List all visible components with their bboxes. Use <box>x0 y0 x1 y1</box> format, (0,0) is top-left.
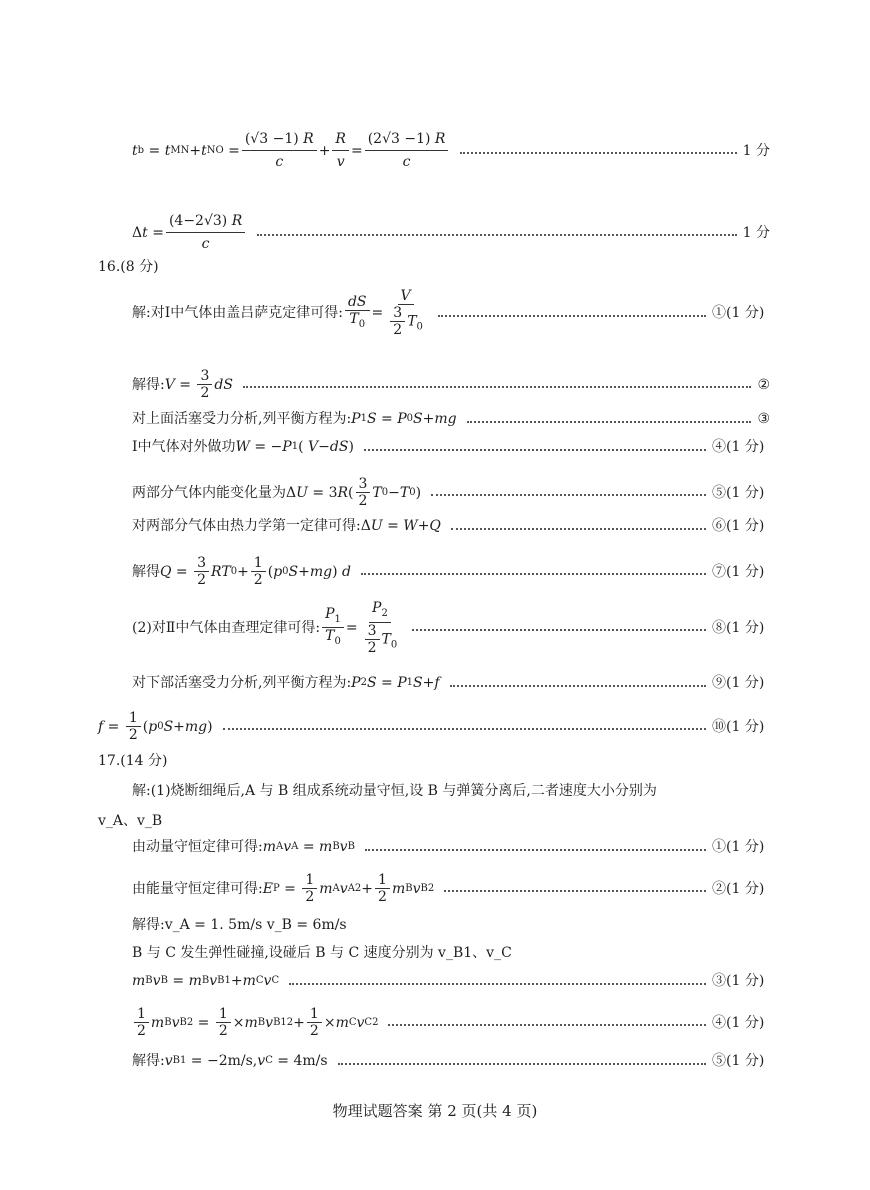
equation-5: 两部分气体内能变化量为 Δ U = 3 R ( $\frac{3}{2}$ T 0 − T 0 ) <box>132 476 422 509</box>
score-mark: ⑥(1 分) <box>712 518 765 534</box>
equation-dt: Δ t = $\frac{(4-2√3) R}{c}$ <box>132 210 247 255</box>
line-text: v_A、v_B <box>98 813 163 829</box>
answer-line-5 <box>132 476 770 509</box>
answer-line-6 <box>132 517 770 535</box>
equation-m6: $\frac{1}{2}$ m B v B 2 = $\frac{1}{2}$ × m B v B1 2 + $\frac{1}{2}$ × m C v C 2 <box>132 1006 378 1039</box>
equation-10: f = $\frac{1}{2}$ ( p 0 S + mg ) <box>98 710 213 743</box>
score-mark: ①(1 分) <box>712 839 765 855</box>
answer-line-2 <box>132 368 770 401</box>
line-text: 对上面活塞受力分析,列平衡方程为: <box>132 411 352 427</box>
line-text: 由动量守恒定律可得: <box>132 839 263 855</box>
line-text: (2)对Ⅱ中气体由查理定律可得: <box>132 619 321 636</box>
score-mark: ⑤(1 分) <box>712 1053 765 1069</box>
score-mark: ④(1 分) <box>712 1014 765 1031</box>
dot-leader <box>361 572 706 575</box>
line-text: 解得 <box>132 563 160 580</box>
equation-2: 解得: V = $\frac{3}{2}$ dS <box>132 368 233 401</box>
dot-leader <box>243 385 751 388</box>
equation-row-dt <box>132 210 770 255</box>
answer-line-7 <box>132 555 770 588</box>
paragraph-line <box>132 782 657 800</box>
equation-m2: 由能量守恒定律可得: E P = $\frac{1}{2}$ m A v A 2 + $\frac{1}{2}$ m B v B 2 <box>132 872 435 905</box>
equation-4: Ⅰ中气体对外做功 W = − P 1 ( V − dS ) <box>132 439 354 455</box>
equation-9: 对下部活塞受力分析,列平衡方程为: P 2 S = P 1 S + f <box>132 675 440 691</box>
score-mark: ⑦(1 分) <box>712 563 765 580</box>
question-17-heading: 17.(14 分) <box>98 753 168 769</box>
line-text: 由能量守恒定律可得: <box>132 880 263 897</box>
score-mark: 1 分 <box>742 142 770 159</box>
score-mark: ③(1 分) <box>712 973 765 989</box>
dot-leader <box>364 448 706 451</box>
paragraph-line <box>98 812 162 830</box>
equation-m1: 由动量守恒定律可得: m A v A = m B v B <box>132 839 355 855</box>
equation-tb: t b = t MN + t NO = $\frac{(√3 -1) R}{c}$ + $\frac{R}{v}$ = $\frac{(2√3 -1) R}{c}$ <box>132 128 450 173</box>
line-text: Ⅰ中气体对外做功 <box>132 439 236 455</box>
equation-3: 对上面活塞受力分析,列平衡方程为: P 1 S = P 0 S + mg <box>132 411 457 427</box>
equation-8: (2)对Ⅱ中气体由查理定律可得: $\frac{P_1}{T_0}$ = $P_2$ $\frac{3}{2}$ $T_0$ <box>132 600 398 656</box>
page-footer: 物理试题答案 第 2 页(共 4 页) <box>332 1102 538 1120</box>
line-text: 两部分气体内能变化量为 <box>132 484 286 501</box>
dot-leader <box>467 420 752 423</box>
equation-m7: 解得: v B1 = −2m/s, v C = 4m/s <box>132 1053 328 1069</box>
score-mark: ⑩(1 分) <box>712 718 765 735</box>
line-text: 对下部活塞受力分析,列平衡方程为: <box>132 675 352 691</box>
score-mark: ③ <box>757 411 770 427</box>
dot-leader <box>365 848 706 851</box>
dot-leader <box>338 1062 706 1065</box>
score-mark: ⑧(1 分) <box>712 619 765 636</box>
line-text: 解:对Ⅰ中气体由盖吕萨克定律可得: <box>132 305 343 321</box>
answer-line-8 <box>132 600 770 656</box>
line-text: 解得: <box>132 376 165 393</box>
score-mark: ①(1 分) <box>712 305 765 321</box>
line-text: 解得:v_A = 1. 5m/s v_B = 6m/s <box>132 917 347 933</box>
line-text: 解:(1)烧断细绳后,A 与 B 组成系统动量守恒,设 B 与弹簧分离后,二者速度大小分别为 <box>132 783 657 799</box>
answer-line-9 <box>132 674 770 692</box>
dot-leader <box>450 684 706 687</box>
answer-line-1 <box>132 288 770 338</box>
answer-line-m6 <box>132 1006 770 1039</box>
dot-leader <box>431 493 706 496</box>
score-mark: ④(1 分) <box>712 439 765 455</box>
answer-line-m2 <box>132 872 770 905</box>
score-mark: 1 分 <box>742 224 770 241</box>
answer-line-m1 <box>132 838 770 856</box>
line-text: 解得: <box>132 1053 165 1069</box>
line-text: B 与 C 发生弹性碰撞,设碰后 B 与 C 速度分别为 v_B1、v_C <box>132 945 512 961</box>
answer-line-3 <box>132 410 770 428</box>
dot-leader <box>388 1023 706 1026</box>
answer-line-4 <box>132 438 770 456</box>
dot-leader <box>444 889 706 892</box>
equation-6: 对两部分气体由热力学第一定律可得: Δ U = W + Q <box>132 518 441 534</box>
paragraph-line <box>132 916 347 934</box>
dot-leader <box>412 628 706 631</box>
equation-row-tb <box>132 128 770 173</box>
question-16-heading: 16.(8 分) <box>98 259 159 275</box>
equation-7: 解得 Q = $\frac{3}{2}$ RT 0 + $\frac{1}{2}$ ( p 0 S + mg ) d <box>132 555 351 588</box>
answer-line-m7 <box>132 1052 770 1070</box>
answer-line-10 <box>98 710 770 743</box>
dot-leader <box>460 151 736 154</box>
dot-leader <box>451 527 706 530</box>
paragraph-line <box>132 944 512 962</box>
answer-line-m5 <box>132 972 770 990</box>
dot-leader <box>438 314 706 317</box>
dot-leader <box>257 233 736 236</box>
dot-leader <box>289 982 706 985</box>
score-mark: ⑨(1 分) <box>712 675 765 691</box>
score-mark: ②(1 分) <box>712 880 765 897</box>
line-text: 对两部分气体由热力学第一定律可得: <box>132 518 361 534</box>
score-mark: ⑤(1 分) <box>712 484 765 501</box>
dot-leader <box>223 727 706 730</box>
equation-1: 解:对Ⅰ中气体由盖吕萨克定律可得: $\frac{dS}{T_0}$ = V $\frac{3}{2}$ $T_0$ <box>132 288 423 338</box>
equation-m5: m B v B = m B v B1 + m C v C <box>132 973 280 989</box>
score-mark: ② <box>757 376 770 393</box>
